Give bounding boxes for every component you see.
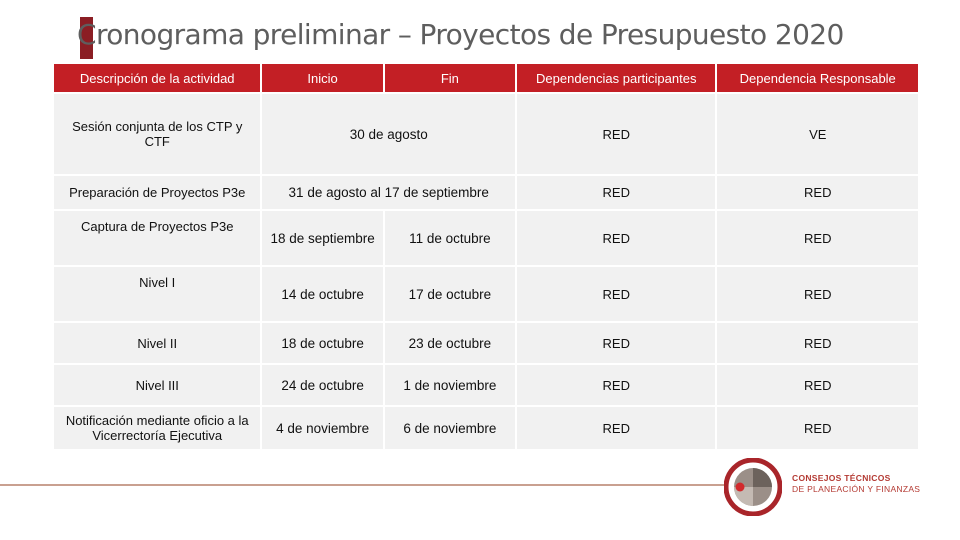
responsible-cell: RED (717, 267, 918, 321)
activity-cell: Sesión conjunta de los CTP y CTF (54, 94, 260, 174)
page-title: Cronograma preliminar – Proyectos de Presupuesto 2020 (77, 18, 844, 51)
date-cell: 31 de agosto al 17 de septiembre (262, 176, 515, 209)
start-date-cell: 14 de octubre (262, 267, 382, 321)
end-date-cell: 11 de octubre (385, 211, 515, 265)
responsible-cell: VE (717, 94, 918, 174)
end-date-cell: 6 de noviembre (385, 407, 515, 449)
table-row (54, 94, 918, 174)
header-participantes: Dependencias participantes (517, 64, 715, 92)
participants-cell: RED (517, 267, 715, 321)
table-row (54, 267, 918, 321)
participants-cell: RED (517, 365, 715, 405)
table-row (54, 407, 918, 449)
end-date-cell: 23 de octubre (385, 323, 515, 363)
logo-line-2: DE PLANEACIÓN Y FINANZAS (792, 484, 921, 494)
participants-cell: RED (517, 323, 715, 363)
logo-line-1: CONSEJOS TÉCNICOS (792, 473, 891, 483)
activity-cell: Nivel III (54, 365, 260, 405)
start-date-cell: 18 de octubre (262, 323, 382, 363)
start-date-cell: 4 de noviembre (262, 407, 382, 449)
end-date-cell: 17 de octubre (385, 267, 515, 321)
participants-cell: RED (517, 176, 715, 209)
header-responsable: Dependencia Responsable (717, 64, 918, 92)
schedule-table (52, 62, 920, 451)
logo-text (792, 473, 920, 495)
participants-cell: RED (517, 211, 715, 265)
date-cell: 30 de agosto (262, 94, 515, 174)
header-row (54, 64, 918, 92)
table-row (54, 365, 918, 405)
activity-cell: Preparación de Proyectos P3e (54, 176, 260, 209)
footer-divider (0, 484, 725, 486)
start-date-cell: 18 de septiembre (262, 211, 382, 265)
table-row (54, 211, 918, 265)
logo-circle-icon (724, 458, 782, 516)
responsible-cell: RED (717, 176, 918, 209)
header-inicio: Inicio (262, 64, 382, 92)
responsible-cell: RED (717, 323, 918, 363)
header-descripcion: Descripción de la actividad (54, 64, 260, 92)
header-fin: Fin (385, 64, 515, 92)
participants-cell: RED (517, 94, 715, 174)
table-row (54, 323, 918, 363)
activity-cell: Nivel I (54, 267, 260, 321)
responsible-cell: RED (717, 365, 918, 405)
activity-cell: Notificación mediante oficio a la Vicerrectoría Ejecutiva (54, 407, 260, 449)
end-date-cell: 1 de noviembre (385, 365, 515, 405)
participants-cell: RED (517, 407, 715, 449)
start-date-cell: 24 de octubre (262, 365, 382, 405)
responsible-cell: RED (717, 211, 918, 265)
responsible-cell: RED (717, 407, 918, 449)
activity-cell: Nivel II (54, 323, 260, 363)
activity-cell: Captura de Proyectos P3e (54, 211, 260, 265)
table-row (54, 176, 918, 209)
